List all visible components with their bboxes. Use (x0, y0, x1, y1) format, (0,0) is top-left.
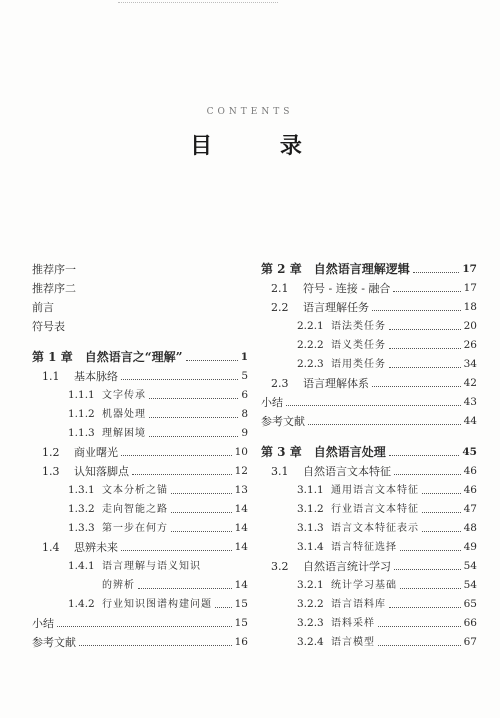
toc-entry (261, 573, 477, 592)
toc-entry-page: 12 (234, 465, 248, 477)
toc-entry-page: 65 (463, 598, 477, 610)
toc-entry-page: 18 (463, 301, 477, 313)
toc-entry-title: 自然语言之“理解” (84, 350, 183, 364)
toc-entry-page: 49 (463, 541, 477, 553)
toc-entry (261, 478, 477, 497)
toc-entry-number: 第 1 章 (32, 350, 73, 364)
dot-leader (400, 550, 461, 551)
toc-entry-title: 自然语言文本特征 (303, 465, 391, 478)
toc-entry-title: 小结 (261, 396, 283, 409)
toc-entry-page: 44 (463, 415, 477, 427)
dot-leader (121, 455, 232, 456)
toc-chapter-entry (32, 345, 248, 364)
toc-entry-title: 认知落脚点 (74, 465, 129, 478)
toc-entry-title: 语言理解任务 (303, 301, 369, 314)
toc-entry-title: 行业知识图谱构建问题 (102, 599, 212, 610)
toc-entry (261, 611, 477, 630)
toc-entry-page: 5 (241, 370, 248, 382)
toc-entry-title: 文字传承 (102, 390, 146, 401)
toc-entry (261, 554, 477, 573)
toc-entry (32, 295, 248, 314)
toc-entry-title: 第一步在何方 (102, 523, 168, 534)
toc-entry-number: 2.3 (271, 377, 289, 390)
toc-entry-page: 14 (234, 541, 248, 553)
dot-leader (186, 360, 238, 361)
dot-leader (389, 329, 461, 330)
toc-entry-page: 48 (463, 522, 477, 534)
toc-entry-number: 2.1 (271, 282, 289, 295)
toc-chapter-entry (261, 257, 477, 276)
toc-entry-number: 2.2.3 (297, 358, 324, 370)
toc-entry-number: 3.2.1 (297, 579, 324, 591)
toc-entry-number: 1.4.1 (68, 560, 95, 572)
toc-entry (261, 535, 477, 554)
toc-entry-title: 语用类任务 (331, 359, 386, 370)
toc-entry (261, 371, 477, 390)
toc-entry-title: 推荐序一 (32, 263, 76, 276)
dot-leader (121, 550, 232, 551)
toc-entry (32, 554, 248, 573)
dot-leader (394, 474, 461, 475)
toc-entry-number: 3.1.1 (297, 484, 324, 496)
toc-entry (261, 333, 477, 352)
toc-chapter-entry (261, 440, 477, 459)
toc-entry-title: 商业曙光 (74, 446, 118, 459)
toc-entry-number: 1.1.1 (68, 389, 95, 401)
toc-entry (32, 630, 248, 649)
toc-entry-number: 1.3 (42, 465, 60, 478)
toc-entry (32, 478, 248, 497)
toc-entry-page: 13 (234, 484, 248, 496)
toc-entry (261, 516, 477, 535)
dot-leader (422, 512, 461, 513)
toc-entry-title: 语料采样 (331, 618, 375, 629)
toc-entry-title: 符号 - 连接 - 融合 (303, 282, 391, 295)
dot-leader (389, 607, 461, 608)
toc-entry (32, 535, 248, 554)
toc-entry-number: 1.4 (42, 541, 60, 554)
toc-entry-title: 语言理解体系 (303, 377, 369, 390)
toc-entry-page: 34 (463, 358, 477, 370)
toc-entry-number: 第 3 章 (261, 445, 302, 459)
dot-leader (215, 607, 232, 608)
toc-entry-title: 语言语料库 (331, 599, 386, 610)
toc-entry-title: 基本脉络 (74, 370, 118, 383)
toc-entry-number: 3.2 (271, 560, 289, 573)
toc-entry-number: 1.3.1 (68, 484, 95, 496)
toc-entry-number: 1.1.2 (68, 408, 95, 420)
toc-entry-title: 统计学习基础 (331, 580, 397, 591)
dot-leader (413, 272, 460, 273)
toc-entry-title: 文本分析之锚 (102, 485, 168, 496)
toc-entry-page: 10 (234, 446, 248, 458)
toc-entry-title: 参考文献 (32, 636, 76, 649)
toc-entry-title: 语言文本特征表示 (331, 523, 419, 534)
dot-leader (171, 512, 232, 513)
toc-entry-title: 的辨析 (102, 580, 135, 591)
toc-entry-page: 6 (241, 389, 248, 401)
toc-entry-page: 46 (463, 465, 477, 477)
toc-entry (261, 276, 477, 295)
toc-entry (261, 630, 477, 649)
toc-entry-page: 8 (241, 408, 248, 420)
dot-leader (149, 398, 238, 399)
toc-entry (32, 383, 248, 402)
toc-entry (32, 421, 248, 440)
toc-entry-number: 1.3.2 (68, 503, 95, 515)
toc-entry (32, 440, 248, 459)
toc-entry (32, 314, 248, 333)
toc-entry-number: 1.2 (42, 446, 60, 459)
toc-entry-page: 54 (463, 579, 477, 591)
toc-entry-page: 14 (234, 579, 248, 591)
toc-entry-title: 机器处理 (102, 409, 146, 420)
dot-leader (393, 291, 460, 292)
toc-entry-title: 自然语言统计学习 (303, 560, 391, 573)
contents-label: CONTENTS (206, 107, 294, 117)
toc-entry (261, 592, 477, 611)
toc-entry-number: 1.1 (42, 370, 60, 383)
toc-entry-number: 2.2.1 (297, 320, 324, 332)
toc-entry-title: 语言特征选择 (331, 542, 397, 553)
toc-entry-page: 15 (234, 617, 248, 629)
dot-leader (149, 417, 238, 418)
toc-entry (32, 276, 248, 295)
dot-leader (286, 405, 461, 406)
toc-entry (32, 364, 248, 383)
toc-entry-title: 思辨未来 (74, 541, 118, 554)
toc-entry-number: 3.2.2 (297, 598, 324, 610)
toc-entry (32, 516, 248, 535)
toc-entry-title: 行业语言文本特征 (331, 504, 419, 515)
dot-leader (149, 436, 238, 437)
toc-entry-title: 符号表 (32, 320, 65, 333)
toc-entry-number: 2.2.2 (297, 339, 324, 351)
toc-entry-page: 15 (234, 598, 248, 610)
toc-entry (261, 409, 477, 428)
toc-entry-title: 语义类任务 (331, 340, 386, 351)
toc-entry-number: 3.1.3 (297, 522, 324, 534)
toc-entry (261, 314, 477, 333)
toc-entry-page: 47 (463, 503, 477, 515)
toc-entry-page: 14 (234, 503, 248, 515)
dot-leader (389, 348, 461, 349)
toc-entry-number: 3.2.4 (297, 636, 324, 648)
toc-entry-page: 45 (462, 446, 477, 458)
toc-entry-page: 9 (241, 427, 248, 439)
toc-entry-title: 小结 (32, 617, 54, 630)
toc-entry-page: 14 (234, 522, 248, 534)
toc-entry (32, 497, 248, 516)
dot-leader (308, 424, 461, 425)
toc-entry (261, 497, 477, 516)
dot-leader (57, 626, 232, 627)
dot-leader (372, 310, 461, 311)
toc-column-left (32, 257, 248, 649)
toc-entry (32, 459, 248, 478)
toc-entry-page: 42 (463, 377, 477, 389)
toc-entry-number: 3.1.4 (297, 541, 324, 553)
dot-leader (138, 588, 232, 589)
toc-entry-page: 26 (463, 339, 477, 351)
dot-leader (132, 474, 232, 475)
toc-entry-title: 语言模型 (331, 637, 375, 648)
toc-entry-title: 参考文献 (261, 415, 305, 428)
toc-entry (261, 390, 477, 409)
dot-leader (372, 386, 461, 387)
dot-leader (422, 531, 461, 532)
dot-leader (121, 379, 238, 380)
dot-leader (171, 493, 232, 494)
toc-entry-title: 自然语言处理 (313, 445, 386, 459)
dot-leader (79, 645, 232, 646)
toc-entry (32, 611, 248, 630)
toc-entry-page: 67 (463, 636, 477, 648)
dot-leader (400, 588, 461, 589)
toc-entry-page: 43 (463, 396, 477, 408)
toc-entry-page: 54 (463, 560, 477, 572)
dot-leader (422, 493, 461, 494)
toc-column-right (261, 257, 477, 649)
dot-leader (394, 569, 461, 570)
dot-leader (389, 455, 460, 456)
toc-entry (32, 592, 248, 611)
toc-entry-title: 理解困境 (102, 428, 146, 439)
toc-entry (261, 352, 477, 371)
toc-entry-page: 16 (234, 636, 248, 648)
toc-entry-page: 17 (462, 263, 477, 275)
toc-entry-number: 3.1.2 (297, 503, 324, 515)
dot-leader (171, 531, 232, 532)
dot-leader (378, 626, 461, 627)
toc-entry-number: 1.1.3 (68, 427, 95, 439)
toc-entry-number: 3.1 (271, 465, 289, 478)
toc-entry-number: 2.2 (271, 301, 289, 314)
page-title: 目 录 (190, 133, 332, 159)
toc-entry (32, 402, 248, 421)
toc-entry-title: 语言理解与语义知识 (102, 561, 201, 572)
toc-entry (261, 295, 477, 314)
toc-entry (32, 257, 248, 276)
toc-entry (32, 573, 248, 592)
toc-entry-page: 20 (463, 320, 477, 332)
toc-entry-number: 1.3.3 (68, 522, 95, 534)
dot-leader (389, 367, 461, 368)
toc-entry-number: 1.4.2 (68, 598, 95, 610)
toc-entry-title: 通用语言文本特征 (331, 485, 419, 496)
toc-entry-page: 46 (463, 484, 477, 496)
toc-entry-number: 3.2.3 (297, 617, 324, 629)
toc-entry-page: 1 (240, 351, 248, 363)
toc-entry-title: 推荐序二 (32, 282, 76, 295)
toc-entry-number: 第 2 章 (261, 262, 302, 276)
toc-entry-title: 语法类任务 (331, 321, 386, 332)
dot-leader (378, 645, 461, 646)
toc-entry-title: 走向智能之路 (102, 504, 168, 515)
toc-entry (261, 459, 477, 478)
toc-entry-page: 66 (463, 617, 477, 629)
toc-entry-title: 自然语言理解逻辑 (313, 262, 410, 276)
toc-entry-page: 17 (463, 282, 477, 294)
scan-edge-mark (118, 0, 278, 3)
toc-entry-title: 前言 (32, 301, 54, 314)
